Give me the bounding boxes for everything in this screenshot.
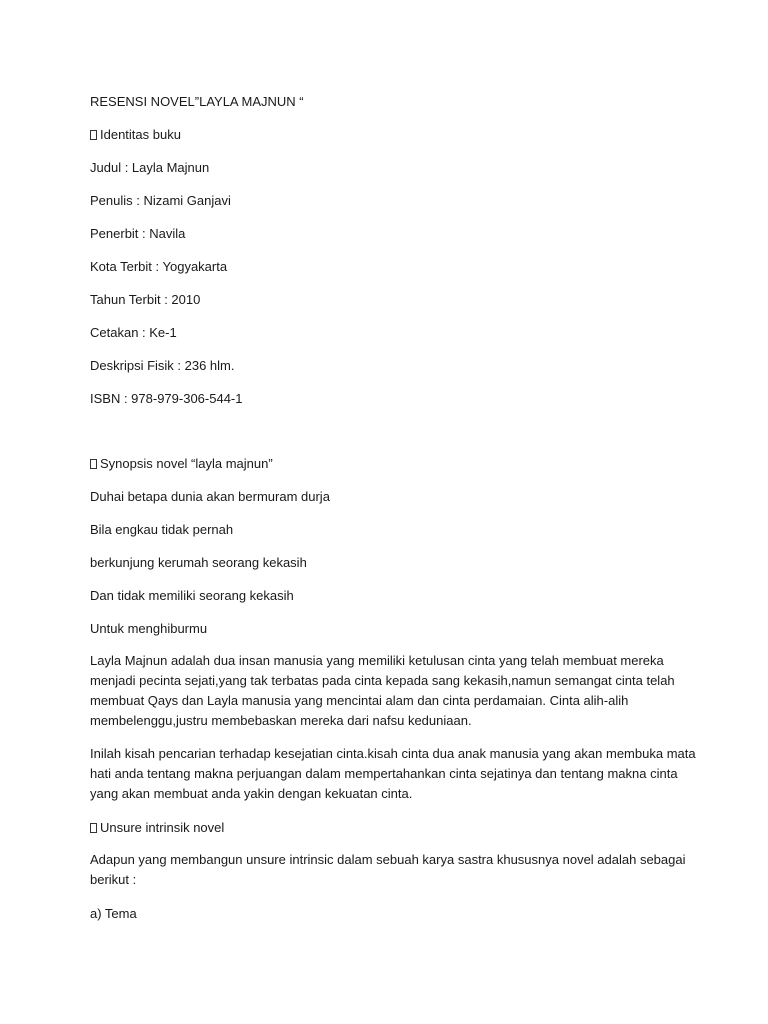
- synopsis-paragraph-2: [90, 744, 696, 804]
- paragraph-line: membelenggu,justru membebaskan mereka dari nafsu keduniaan.: [90, 713, 472, 728]
- field-isbn: ISBN : 978-979-306-544-1: [90, 391, 243, 406]
- poem-line: Duhai betapa dunia akan bermuram durja: [90, 489, 330, 504]
- document-title: RESENSI NOVEL”LAYLA MAJNUN “: [90, 94, 304, 109]
- field-cetakan: Cetakan : Ke-1: [90, 325, 177, 340]
- field-judul: Judul : Layla Majnun: [90, 160, 210, 175]
- section-heading-identitas: Identitas buku: [90, 125, 690, 145]
- bullet-box-icon: [90, 130, 97, 140]
- field-deskripsi-fisik: Deskripsi Fisik : 236 hlm.: [90, 358, 235, 373]
- paragraph-line: yang akan membuat anda yakin dengan kekuatan cinta.: [90, 786, 413, 801]
- synopsis-paragraph-1: [90, 651, 696, 731]
- paragraph-line: Inilah kisah pencarian terhadap kesejatian cinta.kisah cinta dua anak manusia yang akan membuka mata: [90, 746, 696, 761]
- field-penulis: Penulis : Nizami Ganjavi: [90, 193, 231, 208]
- list-item-tema: a) Tema: [90, 906, 137, 921]
- poem-line: berkunjung kerumah seorang kekasih: [90, 555, 307, 570]
- poem-line: Untuk menghiburmu: [90, 621, 208, 636]
- field-kota-terbit: Kota Terbit : Yogyakarta: [90, 259, 228, 274]
- paragraph-line: berikut :: [90, 872, 137, 887]
- section-heading-unsur: Unsure intrinsik novel: [90, 818, 690, 838]
- field-penerbit: Penerbit : Navila: [90, 226, 186, 241]
- poem-line: Bila engkau tidak pernah: [90, 522, 234, 537]
- paragraph-line: hati anda tentang makna perjuangan dalam mempertahankan cinta sejatinya dan tentang makna cinta: [90, 766, 678, 781]
- poem-line: Dan tidak memiliki seorang kekasih: [90, 588, 294, 603]
- paragraph-line: menjadi pecinta sejati,yang tak terbatas pada cinta kepada sang kekasih,namun semangat cinta telah: [90, 673, 675, 688]
- paragraph-line: Adapun yang membangun unsure intrinsic dalam sebuah karya sastra khususnya novel adalah sebagai: [90, 852, 686, 867]
- bullet-box-icon: [90, 459, 97, 469]
- unsur-intro-paragraph: [90, 850, 696, 890]
- section-heading-synopsis: Synopsis novel “layla majnun”: [90, 454, 690, 474]
- paragraph-line: Layla Majnun adalah dua insan manusia yang memiliki ketulusan cinta yang telah membuat mereka: [90, 653, 664, 668]
- bullet-box-icon: [90, 823, 97, 833]
- paragraph-line: membuat Qays dan Layla manusia yang mencintai alam dan cinta perdamaian. Cinta alih-alih: [90, 693, 629, 708]
- field-tahun-terbit: Tahun Terbit : 2010: [90, 292, 201, 307]
